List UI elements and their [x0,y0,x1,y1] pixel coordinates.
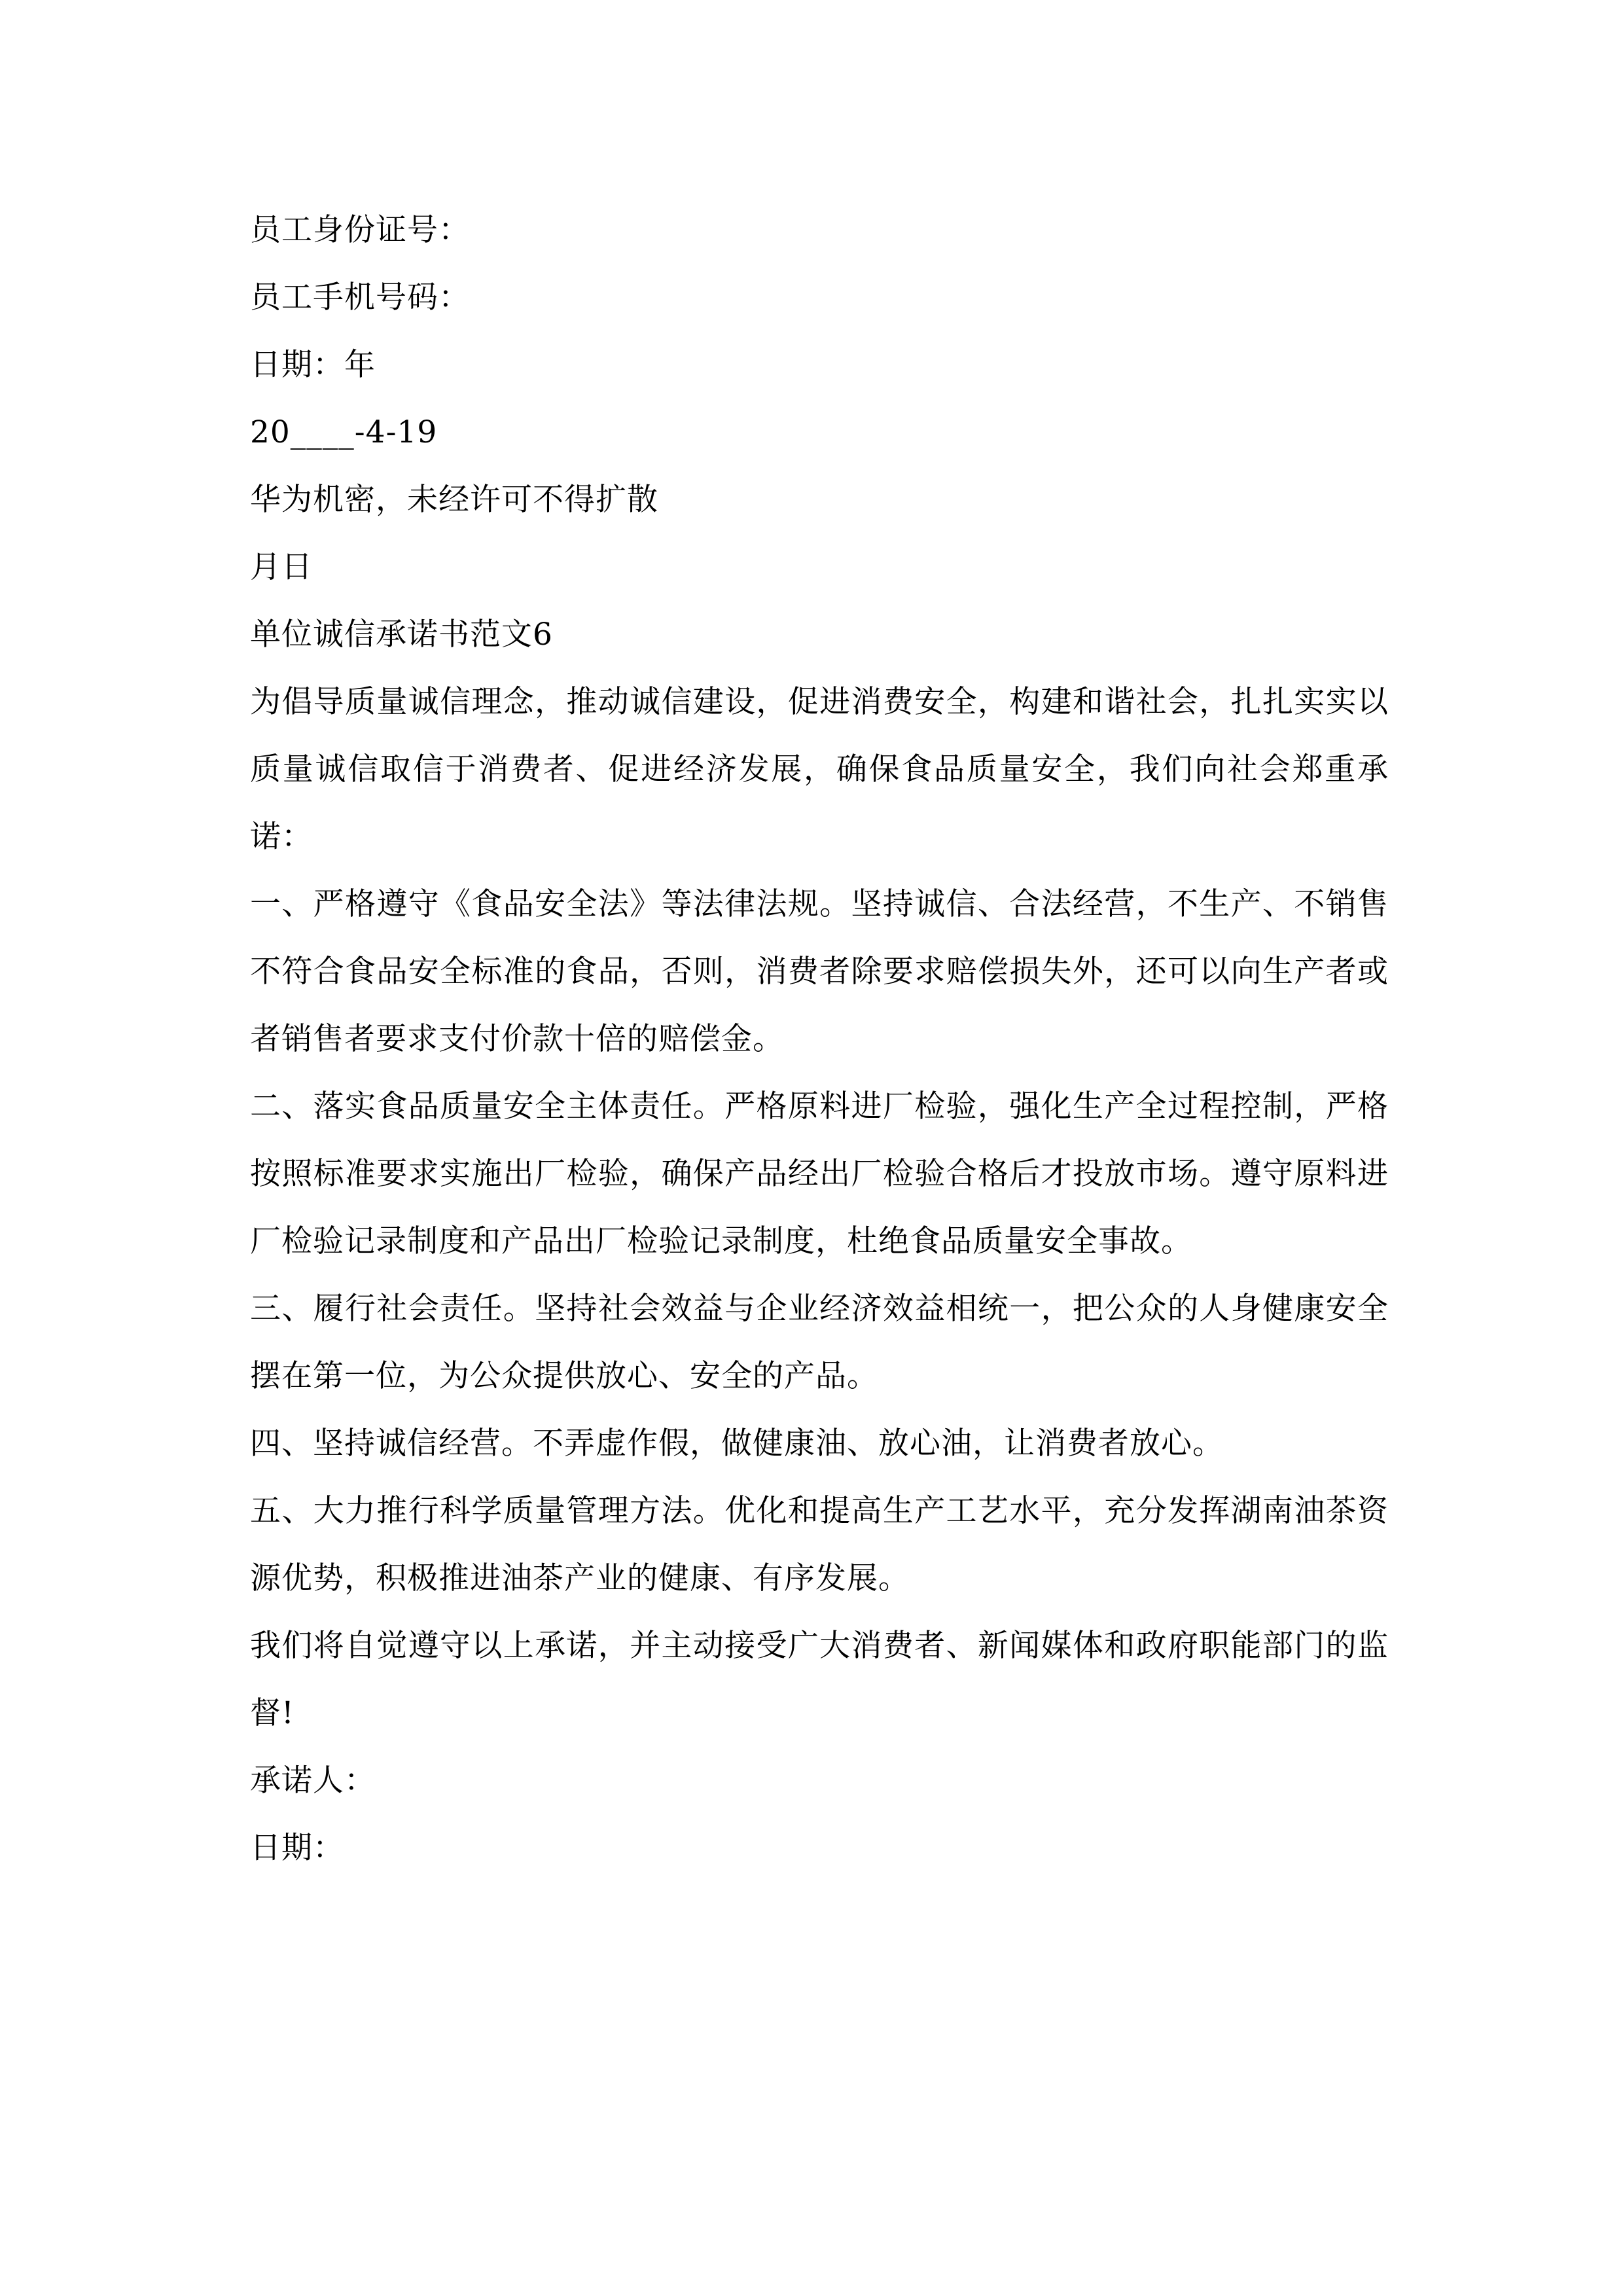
month-day-label: 月日 [250,549,313,585]
signature-date-label: 日期： [250,1830,344,1866]
paragraph-item-2: 二、落实食品质量安全主体责任。严格原料进厂检验，强化生产全过程控制，严格按照标准要求实施出厂检验，确保产品经出厂检验合格后才投放市场。遵守原料进厂检验记录制度和产品出厂检验记录制度，杜绝食品质量安全事故。 [250,1088,1389,1259]
employee-id-label: 员工身份证号： [250,212,470,248]
paragraph-intro: 为倡导质量诚信理念，推动诚信建设，促进消费安全，构建和谐社会，扎扎实实以质量诚信取信于消费者、促进经济发展，确保食品质量安全，我们向社会郑重承诺： [250,684,1389,855]
paragraph-closing: 我们将自觉遵守以上承诺，并主动接受广大消费者、新闻媒体和政府职能部门的监督! [250,1628,1389,1731]
paragraph-item-1: 一、严格遵守《食品安全法》等法律法规。坚持诚信、合法经营，不生产、不销售不符合食品安全标准的食品，否则，消费者除要求赔偿损失外，还可以向生产者或者销售者要求支付价款十倍的赔偿金。 [250,886,1389,1057]
date-year-label: 日期：年 [250,347,376,383]
date-value: 20____-4-19 [250,414,438,450]
paragraph-item-3: 三、履行社会责任。坚持社会效益与企业经济效益相统一，把公众的人身健康安全摆在第一位，为公众提供放心、安全的产品。 [250,1291,1389,1394]
document-body [250,196,1389,1882]
confidential-notice: 华为机密，未经许可不得扩散 [250,482,658,518]
paragraph-item-5: 五、大力推行科学质量管理方法。优化和提高生产工艺水平，充分发挥湖南油茶资源优势，积极推进油茶产业的健康、有序发展。 [250,1493,1389,1596]
paragraph-item-4: 四、坚持诚信经营。不弄虚作假，做健康油、放心油，让消费者放心。 [250,1426,1224,1462]
employee-phone-label: 员工手机号码： [250,279,470,315]
promisor-label: 承诺人： [250,1763,376,1799]
section-title: 单位诚信承诺书范文6 [250,617,553,653]
